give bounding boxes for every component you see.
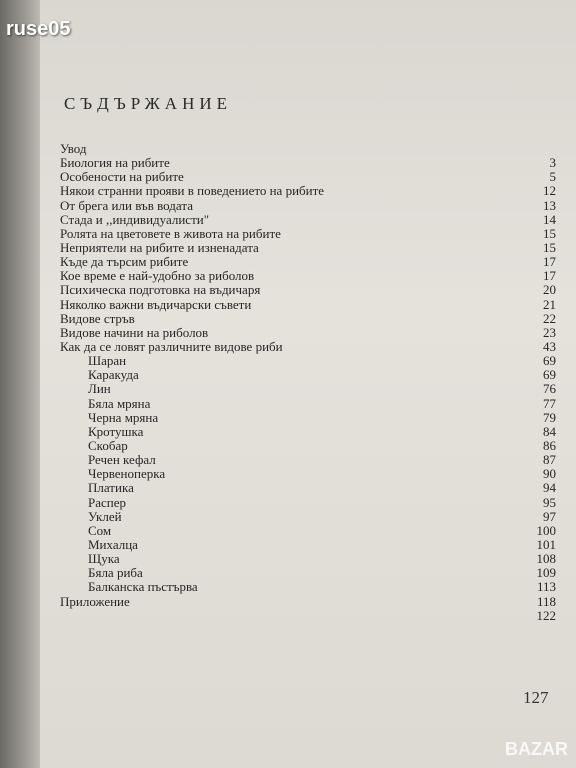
toc-entry (60, 283, 556, 297)
toc-entry-page: 17 (543, 254, 556, 270)
toc-entry-page: 20 (543, 282, 556, 298)
toc-entry-title: Няколко важни въдичарски съвети (60, 296, 252, 312)
toc-entry-page: 87 (543, 452, 556, 468)
watermark-username: ruse05 (6, 18, 71, 40)
toc-entry (60, 566, 556, 580)
toc-entry-page: 69 (543, 353, 556, 369)
toc-entry (60, 227, 556, 241)
toc-entry-page: 113 (536, 579, 556, 595)
toc-entry-title: Бяла риба (88, 565, 143, 581)
toc-entry-title: Ролята на цветовете в живота на рибите (60, 225, 281, 241)
toc-entry (60, 255, 556, 269)
toc-entry-title: Увод (60, 141, 87, 156)
toc-entry-page: 23 (543, 324, 556, 340)
toc-entry (60, 326, 556, 340)
toc-entry (60, 496, 556, 510)
toc-entry-title: Видове начини на риболов (60, 324, 209, 340)
toc-entry-title: Черна мряна (88, 409, 159, 425)
toc-entry-page: 13 (543, 197, 556, 213)
toc-entry-page: 21 (543, 296, 556, 312)
toc-entry-title: Бяла мряна (88, 395, 151, 411)
toc-entry-page: 122 (536, 607, 556, 623)
toc-entry-title: Уклей (88, 508, 122, 524)
toc-entry (60, 184, 556, 198)
toc-entry-title: Приложение (60, 593, 130, 609)
toc-entry (60, 156, 556, 170)
toc-entry-title: Речен кефал (88, 452, 156, 468)
table-of-contents (60, 142, 556, 623)
toc-entry-title: Скобар (88, 437, 128, 453)
toc-entry-title: Каракуда (88, 367, 139, 383)
toc-entry (60, 510, 556, 524)
toc-entry (60, 312, 556, 326)
toc-entry-title: Къде да търсим рибите (60, 254, 189, 270)
page-number: 127 (523, 688, 549, 707)
toc-entry-title: Особености на рибите (60, 169, 184, 185)
toc-entry (60, 298, 556, 312)
toc-entry-title: Неприятели на рибите и изненадата (60, 239, 259, 255)
toc-entry-title: Как да се ловят различните видове риби (60, 338, 283, 354)
toc-entry-title: Михалца (88, 536, 138, 552)
toc-entry-title: Червеноперка (88, 466, 166, 482)
toc-entry (60, 481, 556, 495)
toc-entry-title: Лин (88, 381, 111, 397)
toc-entry (60, 425, 556, 439)
toc-entry-page: 109 (536, 565, 556, 581)
toc-entry-page: 90 (543, 466, 556, 482)
toc-entry-page: 76 (543, 381, 556, 397)
toc-entry-title: Платика (88, 480, 134, 496)
toc-entry-page: 3 (549, 155, 556, 171)
toc-entry (60, 595, 556, 609)
toc-entry (60, 411, 556, 425)
toc-entry-title: Кротушка (88, 423, 144, 439)
toc-entry (60, 467, 556, 481)
toc-entry (60, 580, 556, 594)
toc-entry (60, 354, 556, 368)
toc-entry-page: 79 (543, 409, 556, 425)
toc-entry (60, 552, 556, 566)
toc-entry (60, 213, 556, 227)
bazar-logo: BAZAR (505, 739, 568, 759)
toc-entry-title: Балканска пъстърва (88, 579, 198, 595)
toc-entry-page: 15 (543, 225, 556, 241)
toc-entry (60, 199, 556, 213)
toc-entry (60, 269, 556, 283)
toc-entry-title: Сом (88, 522, 112, 538)
toc-entry-page: 77 (543, 395, 556, 411)
toc-entry (60, 538, 556, 552)
toc-entry-page: 86 (543, 437, 556, 453)
toc-entry-page: 43 (543, 338, 556, 354)
toc-entry-title: От брега или във водата (60, 197, 193, 213)
toc-entry-page: 12 (543, 183, 556, 199)
toc-entry (60, 397, 556, 411)
toc-entry (60, 340, 556, 354)
toc-entry (60, 142, 556, 156)
toc-entry-page: 100 (536, 522, 556, 538)
toc-entry (60, 609, 556, 623)
toc-entry (60, 382, 556, 396)
toc-entry-page: 94 (543, 480, 556, 496)
toc-entry-page: 14 (543, 211, 556, 227)
toc-entry-page: 101 (536, 536, 556, 552)
toc-entry-title: Щука (88, 551, 120, 567)
toc-entry-page: 108 (536, 551, 556, 567)
toc-entry-page: 69 (543, 367, 556, 383)
toc-entry-page: 5 (549, 169, 556, 185)
toc-entry-page: 118 (536, 593, 556, 609)
toc-entry-title: Кое време е най-удобно за риболов (60, 268, 255, 284)
toc-entry-title: Распер (88, 494, 126, 510)
toc-entry-title: Видове стръв (60, 310, 135, 326)
toc-entry (60, 170, 556, 184)
toc-entry-title: Биология на рибите (60, 155, 170, 171)
toc-entry (60, 439, 556, 453)
toc-entry-page: 22 (543, 310, 556, 326)
toc-entry-title: Шаран (88, 353, 127, 369)
page-title: СЪДЪРЖАНИЕ (64, 94, 233, 113)
toc-entry-title: Стада и ,,индивидуалисти" (60, 211, 210, 227)
toc-entry-page: 84 (543, 423, 556, 439)
toc-entry (60, 368, 556, 382)
toc-entry-title: Психическа подготовка на въдичаря (60, 282, 261, 298)
toc-entry-page: 15 (543, 239, 556, 255)
toc-entry-page: 97 (543, 508, 556, 524)
toc-entry-page: 95 (543, 494, 556, 510)
toc-entry-title: Някои странни прояви в поведението на рибите (60, 183, 325, 199)
book-spine-shadow (0, 0, 40, 768)
toc-entry (60, 453, 556, 467)
toc-entry (60, 241, 556, 255)
toc-entry (60, 524, 556, 538)
toc-entry-page: 17 (543, 268, 556, 284)
